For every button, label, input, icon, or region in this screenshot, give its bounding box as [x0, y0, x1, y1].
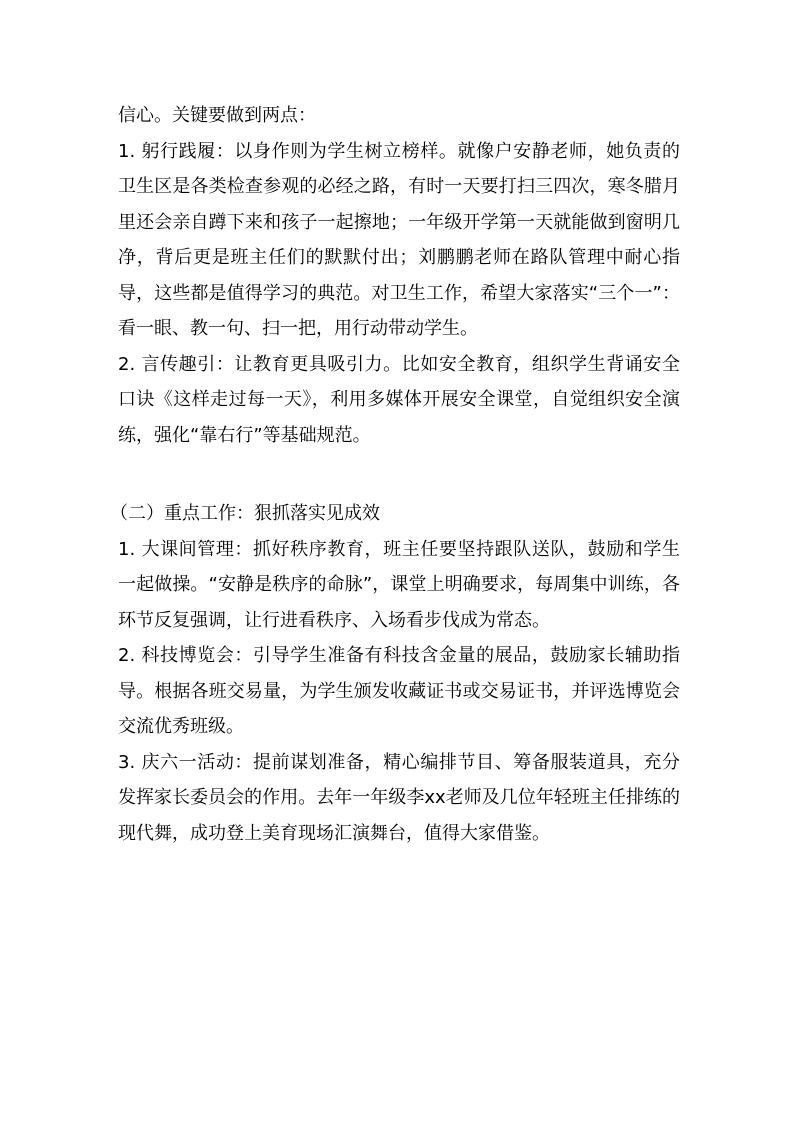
section2-heading: （二）重点工作：狠抓落实见成效 — [110, 503, 380, 524]
part2-item-1: 1. 大课间管理：抓好秩序教育，班主任要坚持跟队送队，鼓励和学生一起做操。“安静是秩序的命脉”，课堂上明确要求，每周集中训练，各环节反复强调，让行进看秩序、入场看步伐成为常态。 — [118, 538, 680, 631]
part2-item-3: 3. 庆六一活动：提前谋划准备，精心编排节目、筹备服装道具，充分发挥家长委员会的作用。去年一年级李xx老师及几位年轻班主任排练的现代舞，成功登上美育现场汇演舞台，值得大家借鉴。 — [118, 751, 680, 844]
part1-item-1: 1. 躬行践履：以身作则为学生树立榜样。就像户安静老师，她负责的卫生区是各类检查参观的必经之路，有时一天要打扫三四次，寒冬腊月里还会亲自蹲下来和孩子一起擦地；一年级开学第一天就能做到窗明几净，背后更是班主任们的默默付出；刘鹏鹏老师在路队管理中耐心指导，这些都是值得学习的典范。对卫生工作，希望大家落实“三个一”：看一眼、教一句、扫一把，用行动带动学生。 — [118, 140, 680, 339]
part1-item-2: 2. 言传趣引：让教育更具吸引力。比如安全教育，组织学生背诵安全口诀《这样走过每一天》，利用多媒体开展安全课堂，自觉组织安全演练，强化“靠右行”等基础规范。 — [118, 353, 680, 446]
intro-line: 信心。关键要做到两点： — [118, 105, 316, 126]
part2-item-2: 2. 科技博览会：引导学生准备有科技含金量的展品，鼓励家长辅助指导。根据各班交易量，为学生颁发收藏证书或交易证书，并评选博览会交流优秀班级。 — [118, 645, 680, 737]
document-body — [110, 98, 680, 851]
